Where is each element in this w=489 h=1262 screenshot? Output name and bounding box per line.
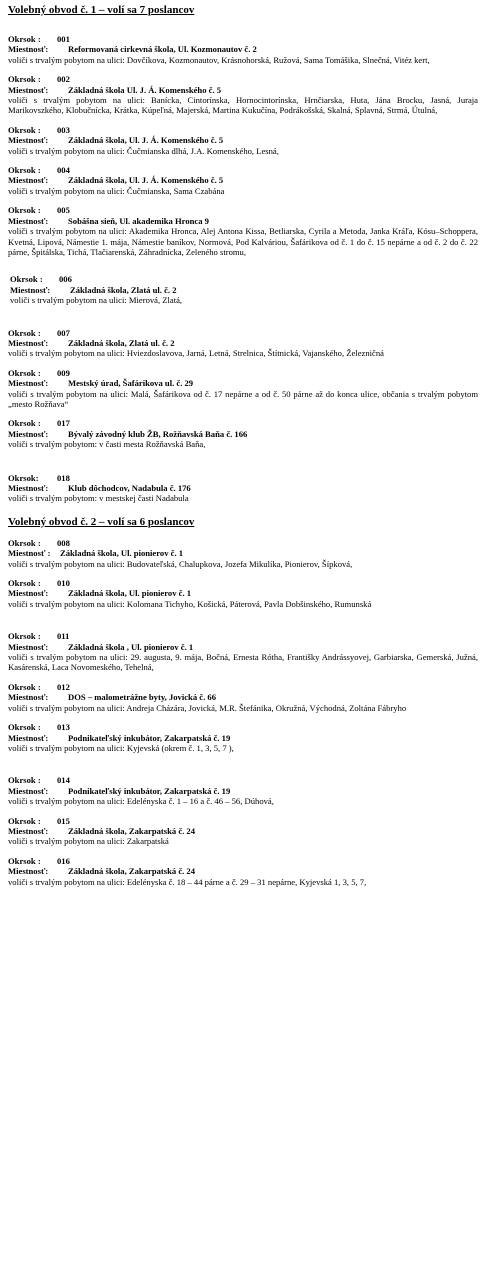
miestnost-label: Miestnosť: [8,135,49,146]
okrsok-label: Okrsok : [8,775,41,786]
okrsok-label: Okrsok : [8,631,41,642]
okrsok-number: 017 [57,418,70,429]
okrsok-description: voliči s trvalým pobytom na ulici: Čučmianska dlhá, J.A. Komenského, Lesná, [8,145,279,156]
miestnost-value: Podnikateľský inkubátor, Zakarpatská č. 19 [68,732,231,743]
miestnost-label: Miestnosť: [8,84,49,95]
miestnost-label: Miestnosť: [8,175,49,186]
okrsok-description: voliči s trvalým pobytom na ulici: Čučmianska, Sama Czabána [8,185,225,196]
okrsok-entry-014 [8,775,478,806]
okrsok-description: voliči s trvalým pobytom na ulici: Budovateľská, Chalupkova, Jozefa Mikulíka, Pionierov, Šípková, [8,558,353,569]
okrsok-label: Okrsok : [8,681,41,692]
okrsok-description: voliči s trvalým pobytom na ulici: Akademika Hronca, Alej Antona Kissa, Betliarska, Cyrila a Metoda, Janka Kráľa, Kósu–Schoppera, Kvetná, Lipová, Námestie 1. mája, Námestie baníkov, Normová, Pod Kalváriou, Šafárikova od č. 1 do č. 15 nepárne a od č. 2 do č. 22 párne, Špitálska, Tichá, Tlačiarenská, Záhradnícka, Zeleného stromu, [8,226,478,257]
okrsok-entry-001 [8,34,478,65]
okrsok-number: 007 [57,327,70,338]
miestnost-value: Bývalý závodný klub ŽB, Rožňavská Baňa č. 166 [68,428,248,439]
okrsok-entry-006 [8,274,478,305]
okrsok-description: voliči s trvalým pobytom na ulici: 29. augusta, 9. mája, Bočná, Ernesta Rótha, Františky Andrássyovej, Garbiarska, Gemerská, Južná, Kasárenská, Laca Novomeského, Tehelná, [8,652,478,673]
okrsok-number: 010 [57,578,70,589]
okrsok-description: voliči s trvalým pobytom na ulici: Zakarpatská [8,836,169,847]
okrsok-number: 004 [57,165,70,176]
okrsok-number: 009 [57,367,70,378]
miestnost-label: Miestnosť: [8,428,49,439]
okrsok-description: voliči s trvalým pobytom: v časti mesta Rožňavská Baňa, [8,439,206,450]
okrsok-number: 018 [57,472,70,483]
okrsok-number: 015 [57,815,70,826]
okrsok-label: Okrsok : [8,537,41,548]
miestnost-value: Podnikateľský inkubátor, Zakarpatská č. 19 [68,785,231,796]
miestnost-label: Miestnosť: [8,215,49,226]
okrsok-number: 002 [57,74,70,85]
section-title-obvod-1: Volebný obvod č. 1 – volí sa 7 poslancov [8,4,195,16]
miestnost-value: Klub dôchodcov, Nadabula č. 176 [68,483,191,493]
okrsok-number: 014 [57,775,70,786]
okrsok-entry-007 [8,328,478,359]
miestnost-value: Základná škola, Ul. pionierov č. 1 [68,588,192,599]
miestnost-value: Mestský úrad, Šafárikova ul. č. 29 [68,378,194,389]
okrsok-entry-004 [8,165,478,196]
miestnost-label: Miestnosť: [8,337,49,348]
okrsok-entry-017 [8,418,478,449]
miestnost-label: Miestnosť: [8,866,49,877]
okrsok-label: Okrsok : [8,367,41,378]
okrsok-number: 001 [57,34,70,44]
okrsok-number: 006 [59,274,72,285]
okrsok-description: voliči s trvalým pobytom na ulici: Malá, Šafárikova od č. 17 nepárne a od č. 50 párne až do konca ulice, občania s trvalým pobytom „mesto Rožňava“ [8,388,478,409]
miestnost-value: Základná škola , Ul. pionierov č. 1 [68,641,194,652]
miestnost-value: Základná škola, Ul. J. Á. Komenského č. 5 [68,175,224,186]
miestnost-value: Základná škola Ul. J. Á. Komenského č. 5 [68,84,222,95]
miestnost-label: Miestnosť: [8,483,49,493]
miestnost-label: Miestnosť: [8,641,49,652]
okrsok-entry-002 [8,74,478,116]
okrsok-description: voliči s trvalým pobytom: v mestskej časti Nadabula [8,493,189,504]
okrsok-label: Okrsok : [8,578,41,589]
okrsok-entry-018 [8,473,478,504]
okrsok-label: Okrsok : [8,165,41,176]
miestnost-value: Základná škola, Zlatá ul. č. 2 [70,284,177,295]
miestnost-value: Základná škola, Ul. J. Á. Komenského č. 5 [68,135,224,146]
miestnost-value: Základná škola, Ul. pionierov č. 1 [60,548,184,559]
okrsok-label: Okrsok : [8,722,41,733]
miestnost-label: Miestnosť: [8,44,49,55]
okrsok-label: Okrsok : [8,418,41,429]
miestnost-label: Miestnosť: [8,692,49,703]
okrsok-description: voliči s trvalým pobytom na ulici: Andreja Cházára, Jovická, M.R. Štefánika, Okružná, Východná, Zoltána Fábryho [8,702,407,713]
miestnost-value: Základná škola, Zakarpatská č. 24 [68,866,196,877]
okrsok-label: Okrsok : [8,34,41,44]
okrsok-number: 003 [57,124,70,135]
okrsok-description: voliči s trvalým pobytom na ulici: Banícka, Cintorínska, Hornocintorínska, Hrnčiarska, Huta, Jána Brocku, Jasná, Juraja Marikovszkého, Klobučnícka, Krátka, Kúpeľná, Majerská, Martina Kukučína, Podrákošská, Skalná, Splavná, Strmá, Útulná, [8,95,478,116]
okrsok-description: voliči s trvalým pobytom na ulici: Dovčíkova, Kozmonautov, Krásnohorská, Ružová, Sama Tomášika, Slnečná, Vitéz kert, [8,54,430,65]
okrsok-entry-012 [8,682,478,713]
okrsok-number: 012 [57,681,70,692]
okrsok-entry-013 [8,722,478,753]
okrsok-label: Okrsok : [10,274,43,285]
miestnost-value: Sobášna sieň, Ul. akademika Hronca 9 [68,215,209,226]
okrsok-entry-016 [8,856,478,887]
okrsok-label: Okrsok : [8,74,41,85]
okrsok-label: Okrsok : [8,327,41,338]
okrsok-number: 013 [57,722,70,733]
okrsok-label: Okrsok : [8,815,41,826]
miestnost-label: Miestnosť: [10,284,51,295]
okrsok-entry-011 [8,631,478,673]
miestnost-label: Miestnosť: [8,825,49,836]
miestnost-value: Základná škola, Zlatá ul. č. 2 [68,337,175,348]
miestnost-label: Miestnosť: [8,732,49,743]
okrsok-number: 011 [57,631,70,642]
okrsok-label: Okrsok : [8,855,41,866]
okrsok-description: voliči s trvalým pobytom na ulici: Hviezdoslavova, Jarná, Letná, Strelnica, Štítnická, Vajanského, Železničná [8,348,384,359]
okrsok-number: 016 [57,855,70,866]
okrsok-label: Okrsok: [8,472,39,483]
okrsok-description: voliči s trvalým pobytom na ulici: Mierová, Zlatá, [10,295,183,306]
okrsok-entry-008 [8,538,478,569]
okrsok-description: voliči s trvalým pobytom na ulici: Kyjevská (okrem č. 1, 3, 5, 7 ), [8,742,234,753]
miestnost-label: Miestnosť: [8,588,49,599]
miestnost-value: DOS – malometrážne byty, Jovická č. 66 [68,692,216,703]
okrsok-number: 008 [57,537,70,548]
miestnost-value: Reformovaná cirkevná škola, Ul. Kozmonautov č. 2 [68,44,257,55]
okrsok-description: voliči s trvalým pobytom na ulici: Edelényska č. 1 – 16 a č. 46 – 56, Dúhová, [8,796,274,807]
miestnost-label: Miestnosť: [8,785,49,796]
miestnost-label: Miestnosť: [8,378,49,389]
okrsok-entry-003 [8,125,478,156]
okrsok-entry-010 [8,578,478,609]
okrsok-entry-015 [8,816,478,847]
okrsok-description: voliči s trvalým pobytom na ulici: Kolomana Tichyho, Košická, Páterová, Pavla Dobšinského, Rumunská [8,598,372,609]
okrsok-description: voliči s trvalým pobytom na ulici: Edelényska č. 18 – 44 párne a č. 29 – 31 nepárne, Kyjevská 1, 3, 5, 7, [8,876,367,887]
okrsok-entry-005 [8,205,478,257]
miestnost-label: Miestnosť : [8,548,51,559]
miestnost-value: Základná škola, Zakarpatská č. 24 [68,825,196,836]
okrsok-number: 005 [57,205,70,216]
okrsok-label: Okrsok : [8,124,41,135]
section-title-obvod-2: Volebný obvod č. 2 – volí sa 6 poslancov [8,515,195,528]
okrsok-entry-009 [8,368,478,410]
okrsok-label: Okrsok : [8,205,41,216]
